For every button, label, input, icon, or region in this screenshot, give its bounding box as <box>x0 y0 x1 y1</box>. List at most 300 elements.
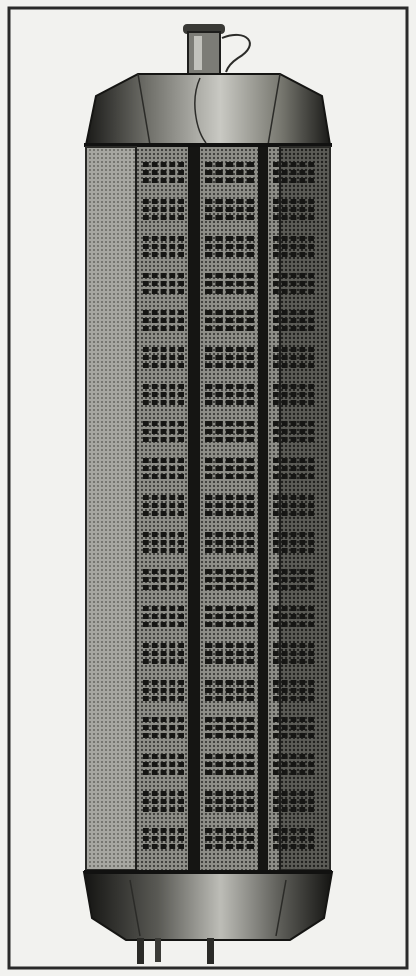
perforation-hole <box>205 606 212 611</box>
perforation-hole <box>273 392 279 397</box>
perforation-hole <box>273 770 279 775</box>
perforation-hole <box>247 162 254 167</box>
perforation-hole <box>205 318 212 323</box>
perforation-hole <box>299 540 305 545</box>
perforation-hole <box>308 384 314 389</box>
perforation-hole <box>236 310 243 315</box>
perforation-hole <box>169 178 175 183</box>
perforation-hole <box>161 680 167 685</box>
perforation-hole <box>169 569 175 574</box>
perforation-hole <box>215 244 222 249</box>
perforation-hole <box>205 659 212 664</box>
perforation-hole <box>308 754 314 759</box>
perforation-hole <box>205 844 212 849</box>
perforation-hole <box>247 622 254 627</box>
perforation-hole <box>282 585 288 590</box>
perforation-hole <box>273 791 279 796</box>
perforation-hole <box>236 347 243 352</box>
perforation-hole <box>291 688 297 693</box>
perforation-hole <box>282 310 288 315</box>
perforation-hole <box>299 733 305 738</box>
perforation-hole <box>143 807 149 812</box>
perforation-hole <box>299 363 305 368</box>
perforation-hole <box>291 836 297 841</box>
perforation-hole <box>143 511 149 516</box>
perforation-hole <box>178 347 184 352</box>
perforation-hole <box>236 363 243 368</box>
perforation-hole <box>247 318 254 323</box>
perforation-hole <box>152 244 158 249</box>
perforation-hole <box>169 606 175 611</box>
perforation-hole <box>215 770 222 775</box>
perforation-hole <box>236 828 243 833</box>
perforation-hole <box>215 162 222 167</box>
perforation-hole <box>161 696 167 701</box>
perforation-hole <box>169 659 175 664</box>
perforation-hole <box>152 836 158 841</box>
perforation-hole <box>282 162 288 167</box>
perforation-hole <box>282 392 288 397</box>
perforation-hole <box>215 281 222 286</box>
perforation-hole <box>143 770 149 775</box>
perforation-hole <box>282 643 288 648</box>
perforation-hole <box>247 289 254 294</box>
perforation-hole <box>299 421 305 426</box>
perforation-hole <box>205 347 212 352</box>
perforation-hole <box>291 577 297 582</box>
perforation-hole <box>299 355 305 360</box>
perforation-hole <box>226 606 233 611</box>
perforation-hole <box>291 400 297 405</box>
perforation-hole <box>308 614 314 619</box>
perforation-hole <box>205 717 212 722</box>
perforation-hole <box>169 762 175 767</box>
perforation-hole <box>205 828 212 833</box>
perforation-hole <box>291 725 297 730</box>
perforation-hole <box>178 651 184 656</box>
perforation-hole <box>205 170 212 175</box>
perforation-hole <box>291 178 297 183</box>
perforation-hole <box>161 754 167 759</box>
perforation-hole <box>236 466 243 471</box>
perforation-hole <box>236 355 243 360</box>
perforation-hole <box>308 791 314 796</box>
perforation-hole <box>282 495 288 500</box>
perforation-hole <box>161 437 167 442</box>
perforation-hole <box>205 215 212 220</box>
perforation-hole <box>308 437 314 442</box>
perforation-hole <box>308 429 314 434</box>
perforation-hole <box>236 799 243 804</box>
perforation-hole <box>236 680 243 685</box>
perforation-hole <box>161 540 167 545</box>
perforation-hole <box>247 236 254 241</box>
perforation-hole <box>152 844 158 849</box>
perforation-hole <box>247 585 254 590</box>
perforation-hole <box>299 688 305 693</box>
perforation-hole <box>226 384 233 389</box>
perforation-hole <box>308 828 314 833</box>
perforation-hole <box>291 548 297 553</box>
perforation-hole <box>215 170 222 175</box>
perforation-hole <box>152 215 158 220</box>
perforation-hole <box>273 828 279 833</box>
perforation-hole <box>205 429 212 434</box>
perforation-hole <box>299 659 305 664</box>
perforation-hole <box>282 236 288 241</box>
perforation-hole <box>291 791 297 796</box>
perforation-hole <box>205 585 212 590</box>
perforation-hole <box>236 384 243 389</box>
perforation-hole <box>169 733 175 738</box>
perforation-hole <box>205 532 212 537</box>
perforation-hole <box>161 614 167 619</box>
perforation-hole <box>161 532 167 537</box>
perforation-hole <box>308 244 314 249</box>
perforation-hole <box>236 540 243 545</box>
perforation-hole <box>291 770 297 775</box>
perforation-hole <box>291 495 297 500</box>
perforation-hole <box>308 466 314 471</box>
perforation-hole <box>205 770 212 775</box>
perforation-hole <box>299 400 305 405</box>
perforation-hole <box>273 503 279 508</box>
perforation-hole <box>291 347 297 352</box>
perforation-hole <box>273 207 279 212</box>
perforation-hole <box>299 762 305 767</box>
perforation-hole <box>291 762 297 767</box>
perforation-hole <box>291 162 297 167</box>
perforation-hole <box>215 680 222 685</box>
perforation-hole <box>273 347 279 352</box>
perforation-hole <box>299 326 305 331</box>
perforation-hole <box>273 577 279 582</box>
perforation-hole <box>178 791 184 796</box>
perforation-hole <box>161 458 167 463</box>
perforation-hole <box>178 844 184 849</box>
perforation-hole <box>205 569 212 574</box>
perforation-hole <box>161 466 167 471</box>
perforation-hole <box>152 392 158 397</box>
perforation-hole <box>215 347 222 352</box>
perforation-hole <box>215 437 222 442</box>
perforation-hole <box>215 495 222 500</box>
perforation-hole <box>308 643 314 648</box>
perforation-hole <box>247 569 254 574</box>
perforation-hole <box>273 170 279 175</box>
perforation-hole <box>226 836 233 841</box>
perforation-hole <box>178 532 184 537</box>
perforation-hole <box>236 289 243 294</box>
perforation-hole <box>215 799 222 804</box>
perforation-hole <box>226 199 233 204</box>
perforation-hole <box>236 199 243 204</box>
perforation-hole <box>299 828 305 833</box>
perforation-hole <box>291 807 297 812</box>
perforation-hole <box>169 170 175 175</box>
perforation-hole <box>247 347 254 352</box>
perforation-hole <box>152 199 158 204</box>
perforation-hole <box>291 532 297 537</box>
perforation-hole <box>282 437 288 442</box>
perforation-hole <box>143 688 149 693</box>
perforation-hole <box>226 548 233 553</box>
perforation-hole <box>247 807 254 812</box>
perforation-hole <box>169 807 175 812</box>
perforation-hole <box>178 614 184 619</box>
perforation-hole <box>291 355 297 360</box>
perforation-hole <box>169 844 175 849</box>
perforation-hole <box>299 807 305 812</box>
perforation-hole <box>143 310 149 315</box>
perforation-hole <box>273 836 279 841</box>
perforation-hole <box>236 606 243 611</box>
perforation-hole <box>282 569 288 574</box>
perforation-hole <box>226 717 233 722</box>
perforation-hole <box>308 495 314 500</box>
perforation-hole <box>282 762 288 767</box>
perforation-hole <box>205 799 212 804</box>
perforation-hole <box>236 725 243 730</box>
perforation-hole <box>178 725 184 730</box>
perforation-hole <box>161 643 167 648</box>
perforation-hole <box>273 244 279 249</box>
perforation-hole <box>299 281 305 286</box>
perforation-hole <box>291 606 297 611</box>
perforation-hole <box>282 170 288 175</box>
perforation-hole <box>178 326 184 331</box>
perforation-hole <box>236 791 243 796</box>
perforation-hole <box>143 437 149 442</box>
perforation-hole <box>161 651 167 656</box>
perforation-hole <box>226 170 233 175</box>
perforation-hole <box>226 252 233 257</box>
perforation-hole <box>236 495 243 500</box>
perforation-hole <box>299 392 305 397</box>
perforation-hole <box>236 754 243 759</box>
perforation-hole <box>205 696 212 701</box>
perforation-hole <box>273 437 279 442</box>
perforation-hole <box>273 429 279 434</box>
perforation-hole <box>178 355 184 360</box>
perforation-hole <box>226 799 233 804</box>
perforation-hole <box>308 511 314 516</box>
perforation-hole <box>152 252 158 257</box>
perforation-hole <box>247 310 254 315</box>
perforation-hole <box>308 836 314 841</box>
perforation-hole <box>205 733 212 738</box>
perforation-hole <box>247 252 254 257</box>
perforation-hole <box>291 215 297 220</box>
perforation-hole <box>299 207 305 212</box>
perforation-hole <box>161 273 167 278</box>
perforation-hole <box>247 400 254 405</box>
perforation-hole <box>299 606 305 611</box>
perforation-hole <box>169 363 175 368</box>
perforation-hole <box>299 696 305 701</box>
perforation-hole <box>236 236 243 241</box>
perforation-hole <box>205 207 212 212</box>
perforation-hole <box>169 310 175 315</box>
perforation-hole <box>169 162 175 167</box>
perforation-hole <box>226 659 233 664</box>
perforation-hole <box>178 807 184 812</box>
perforation-hole <box>236 170 243 175</box>
perforation-hole <box>291 318 297 323</box>
perforation-hole <box>169 725 175 730</box>
perforation-hole <box>282 799 288 804</box>
perforation-hole <box>152 643 158 648</box>
perforation-hole <box>291 244 297 249</box>
perforation-hole <box>282 215 288 220</box>
perforation-hole <box>169 651 175 656</box>
perforation-hole <box>161 828 167 833</box>
perforation-hole <box>282 733 288 738</box>
perforation-hole <box>178 178 184 183</box>
perforation-hole <box>226 466 233 471</box>
perforation-hole <box>143 503 149 508</box>
top-cap <box>86 74 330 145</box>
perforation-hole <box>299 273 305 278</box>
perforation-hole <box>273 799 279 804</box>
perforation-hole <box>291 651 297 656</box>
perforation-hole <box>215 828 222 833</box>
perforation-hole <box>299 236 305 241</box>
perforation-hole <box>143 215 149 220</box>
perforation-hole <box>226 680 233 685</box>
perforation-hole <box>205 421 212 426</box>
perforation-hole <box>282 540 288 545</box>
perforation-hole <box>169 791 175 796</box>
perforation-hole <box>205 178 212 183</box>
perforation-hole <box>143 585 149 590</box>
perforation-hole <box>161 207 167 212</box>
perforation-hole <box>299 799 305 804</box>
perforation-hole <box>169 614 175 619</box>
perforation-hole <box>282 791 288 796</box>
perforation-hole <box>226 207 233 212</box>
perforation-hole <box>299 199 305 204</box>
perforation-hole <box>247 207 254 212</box>
perforation-hole <box>205 199 212 204</box>
perforation-hole <box>143 355 149 360</box>
perforation-hole <box>273 355 279 360</box>
perforation-hole <box>152 680 158 685</box>
perforation-hole <box>215 289 222 294</box>
perforation-hole <box>169 437 175 442</box>
perforation-hole <box>152 207 158 212</box>
perforation-hole <box>161 844 167 849</box>
perforation-hole <box>143 762 149 767</box>
perforation-hole <box>161 725 167 730</box>
perforation-hole <box>247 754 254 759</box>
perforation-hole <box>247 688 254 693</box>
perforation-hole <box>282 622 288 627</box>
perforation-hole <box>299 178 305 183</box>
perforation-hole <box>215 400 222 405</box>
perforation-hole <box>308 680 314 685</box>
perforation-hole <box>143 429 149 434</box>
perforation-hole <box>215 688 222 693</box>
perforation-hole <box>161 717 167 722</box>
perforation-hole <box>236 400 243 405</box>
perforation-hole <box>226 363 233 368</box>
perforation-hole <box>161 289 167 294</box>
perforation-hole <box>273 659 279 664</box>
perforation-hole <box>152 466 158 471</box>
perforation-hole <box>247 355 254 360</box>
perforation-hole <box>291 326 297 331</box>
perforation-hole <box>152 799 158 804</box>
perforation-hole <box>169 355 175 360</box>
perforation-hole <box>161 281 167 286</box>
perforation-hole <box>169 474 175 479</box>
perforation-hole <box>226 540 233 545</box>
perforation-hole <box>205 162 212 167</box>
perforation-hole <box>205 643 212 648</box>
perforation-hole <box>152 511 158 516</box>
perforation-hole <box>236 162 243 167</box>
perforation-hole <box>205 474 212 479</box>
perforation-hole <box>291 474 297 479</box>
perforation-hole <box>291 503 297 508</box>
perforation-hole <box>169 836 175 841</box>
perforation-hole <box>143 717 149 722</box>
perforation-hole <box>143 236 149 241</box>
perforation-hole <box>205 310 212 315</box>
perforation-hole <box>152 162 158 167</box>
perforation-hole <box>236 614 243 619</box>
perforation-hole <box>291 511 297 516</box>
perforation-hole <box>273 421 279 426</box>
perforation-hole <box>247 540 254 545</box>
perforation-hole <box>215 392 222 397</box>
perforation-hole <box>282 384 288 389</box>
perforation-hole <box>226 392 233 397</box>
perforation-hole <box>169 384 175 389</box>
perforation-hole <box>291 844 297 849</box>
perforation-hole <box>291 733 297 738</box>
perforation-hole <box>152 577 158 582</box>
perforation-hole <box>247 844 254 849</box>
perforation-hole <box>282 606 288 611</box>
perforation-hole <box>143 828 149 833</box>
perforation-hole <box>215 236 222 241</box>
perforation-hole <box>178 762 184 767</box>
perforation-hole <box>299 614 305 619</box>
perforation-hole <box>273 236 279 241</box>
perforation-hole <box>169 770 175 775</box>
perforation-hole <box>308 770 314 775</box>
perforation-hole <box>205 466 212 471</box>
perforation-hole <box>161 659 167 664</box>
perforation-hole <box>291 696 297 701</box>
perforation-hole <box>299 577 305 582</box>
perforation-hole <box>226 725 233 730</box>
perforation-hole <box>226 754 233 759</box>
perforation-hole <box>308 569 314 574</box>
perforation-hole <box>152 659 158 664</box>
perforation-hole <box>152 318 158 323</box>
perforation-hole <box>161 363 167 368</box>
perforation-hole <box>247 384 254 389</box>
perforation-hole <box>308 725 314 730</box>
perforation-hole <box>247 466 254 471</box>
perforation-hole <box>161 503 167 508</box>
perforation-hole <box>308 347 314 352</box>
perforation-hole <box>143 421 149 426</box>
perforation-hole <box>215 532 222 537</box>
